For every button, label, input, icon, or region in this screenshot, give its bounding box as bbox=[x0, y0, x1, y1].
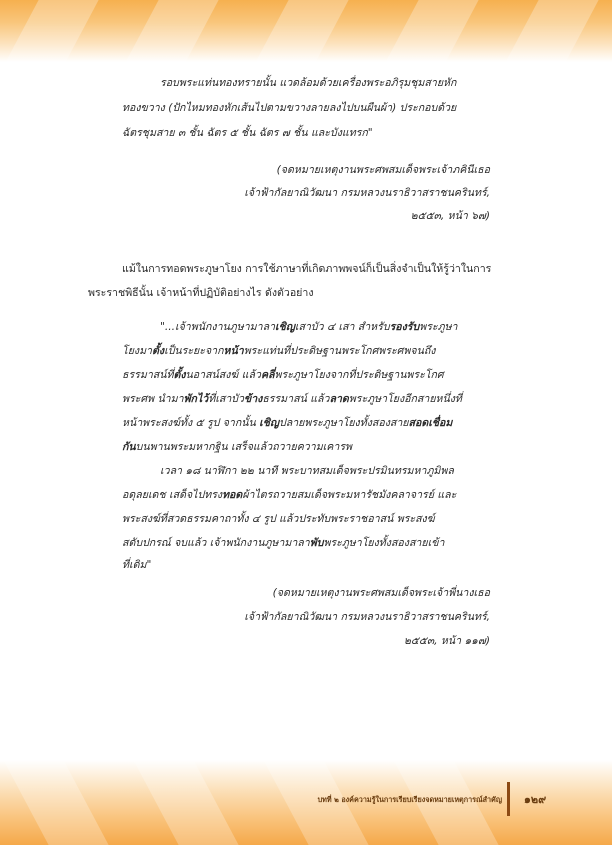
text-run: ปลายพระภูษาโยงทั้งสองสาย bbox=[279, 417, 409, 429]
emphasis-run: เชิญ bbox=[275, 321, 295, 333]
quote2-line bbox=[122, 416, 452, 430]
emphasis-run: เชิญ bbox=[259, 417, 279, 429]
emphasis-run: ตั้ง bbox=[173, 369, 186, 381]
banner-ray bbox=[111, 0, 229, 62]
quote2-line bbox=[160, 320, 458, 334]
citation-line: (จดหมายเหตุงานพระศพสมเด็จพระเจ้าพี่นางเธอ bbox=[272, 587, 490, 599]
text-run: พระภูษา bbox=[419, 321, 458, 333]
quote2-line bbox=[122, 368, 444, 382]
footer-chapter-title: บทที่ ๒ องค์ความรู้ในการเรียบเรียงจดหมายเหตุการณ์สำคัญ bbox=[317, 795, 502, 804]
page-number: ๑๒๙ bbox=[523, 793, 547, 806]
quote1-line: ฉัตรชุมสาย ๓ ชั้น ฉัตร ๕ ชั้น ฉัตร ๗ ชั้น และบังแทรก" bbox=[122, 127, 373, 139]
text-run: พระภูษาโยงอีกสายหนึ่งที่ bbox=[348, 393, 462, 405]
emphasis-run: หน้า bbox=[223, 345, 244, 357]
emphasis-run: คลี่ bbox=[260, 369, 275, 381]
banner-ray bbox=[241, 0, 359, 62]
text-run: โยงมา bbox=[122, 345, 153, 357]
citation-line: เจ้าฟ้ากัลยาณิวัฒนา กรมหลวงนราธิวาสราชนครินทร์, bbox=[244, 611, 490, 623]
emphasis-run: พักไว้ bbox=[183, 393, 209, 405]
citation-line: ๒๕๕๓, หน้า ๑๑๗) bbox=[403, 635, 490, 647]
emphasis-run: พับ bbox=[309, 537, 324, 549]
quote1-line: ทองขวาง (ปักไหมทองหักเส้นไปตามขวางลายลงไปบนผืนผ้า) ประกอบด้วย bbox=[122, 102, 457, 114]
quote2-line bbox=[122, 440, 352, 454]
text-run: "...เจ้าพนักงานภูษามาลา bbox=[160, 321, 276, 333]
emphasis-run: สอดเชื่อม bbox=[408, 417, 453, 429]
text-run: เสาบัว ๔ เสา สำหรับ bbox=[294, 321, 390, 333]
quote2-line: พระสงฆ์ที่สวดธรรมคาถาทั้ง ๔ รูป แล้วประทับพระราชอาสน์ พระสงฆ์ bbox=[122, 513, 435, 525]
footer-divider bbox=[507, 782, 510, 816]
banner-ray bbox=[491, 0, 609, 62]
text-run: ที่เสาบัว bbox=[208, 393, 244, 405]
text-run: นอาสน์สงฆ์ แล้ว bbox=[185, 369, 261, 381]
emphasis-run: กัน bbox=[122, 441, 136, 453]
banner-ray bbox=[131, 760, 249, 845]
quote2-line: ที่เดิม" bbox=[122, 559, 152, 571]
text-run: สดับปกรณ์ จบแล้ว เจ้าพนักงานภูษามาลา bbox=[122, 537, 310, 549]
banner-ray bbox=[371, 0, 489, 62]
text-run: เป็นระยะจาก bbox=[164, 345, 224, 357]
quote2-line: เวลา ๑๘ นาฬิกา ๒๒ นาที พระบาทสมเด็จพระปรมินทรมหาภูมิพล bbox=[160, 465, 454, 477]
quote1-line: รอบพระแท่นทองทรายนั้น แวดล้อมด้วยเครื่องพระอภิรุมชุมสายหัก bbox=[160, 77, 457, 89]
body-paragraph-line: พระราชพิธีนั้น เจ้าหน้าที่ปฏิบัติอย่างไร ดังตัวอย่าง bbox=[88, 287, 314, 299]
emphasis-run: ข้าง bbox=[243, 393, 263, 405]
top-decorative-banner bbox=[0, 0, 612, 62]
text-run: อดุลยเดช เสด็จไปทรง bbox=[122, 489, 223, 501]
text-run: ธรรมาสน์ที่ bbox=[122, 369, 174, 381]
quote2-line bbox=[122, 392, 462, 406]
citation-line: ๒๕๕๓, หน้า ๖๗) bbox=[410, 210, 490, 222]
banner-ray bbox=[0, 0, 109, 62]
banner-ray bbox=[1, 760, 119, 845]
text-run: ผ้าไตรถวายสมเด็จพระมหารัชมังคลาจารย์ และ bbox=[242, 489, 457, 501]
quote2-line bbox=[122, 536, 444, 550]
text-run: พระศพ นำมา bbox=[122, 393, 184, 405]
emphasis-run: รองรับ bbox=[389, 321, 420, 333]
text-run: พระแท่นที่ประดิษฐานพระโกศพระศพจนถึง bbox=[243, 345, 436, 357]
text-run: บนพานพระมหากฐิน เสร็จแล้วถวายความเคารพ bbox=[135, 441, 353, 453]
emphasis-run: ตั้ง bbox=[152, 345, 165, 357]
text-run: ธรรมาสน์ แล้ว bbox=[262, 393, 330, 405]
quote2-line bbox=[122, 488, 456, 502]
body-paragraph-line: แม้ในการทอดพระภูษาโยง การใช้ภาษาที่เกิดภาพพจน์ก็เป็นสิ่งจำเป็นให้รู้ว่าในการ bbox=[122, 263, 492, 275]
citation-line: เจ้าฟ้ากัลยาณิวัฒนา กรมหลวงนราธิวาสราชนครินทร์, bbox=[244, 187, 490, 199]
quote2-line bbox=[122, 344, 435, 358]
text-run: พระภูษาโยงจากที่ประดิษฐานพระโกศ bbox=[274, 369, 444, 381]
text-run: หน้าพระสงฆ์ทั้ง ๕ รูป จากนั้น bbox=[122, 417, 260, 429]
emphasis-run: ลาด bbox=[329, 393, 349, 405]
citation-line: (จดหมายเหตุงานพระศพสมเด็จพระเจ้าภคินีเธอ bbox=[276, 164, 490, 176]
emphasis-run: ทอด bbox=[222, 489, 243, 501]
text-run: พระภูษาโยงทั้งสองสายเข้า bbox=[323, 537, 445, 549]
